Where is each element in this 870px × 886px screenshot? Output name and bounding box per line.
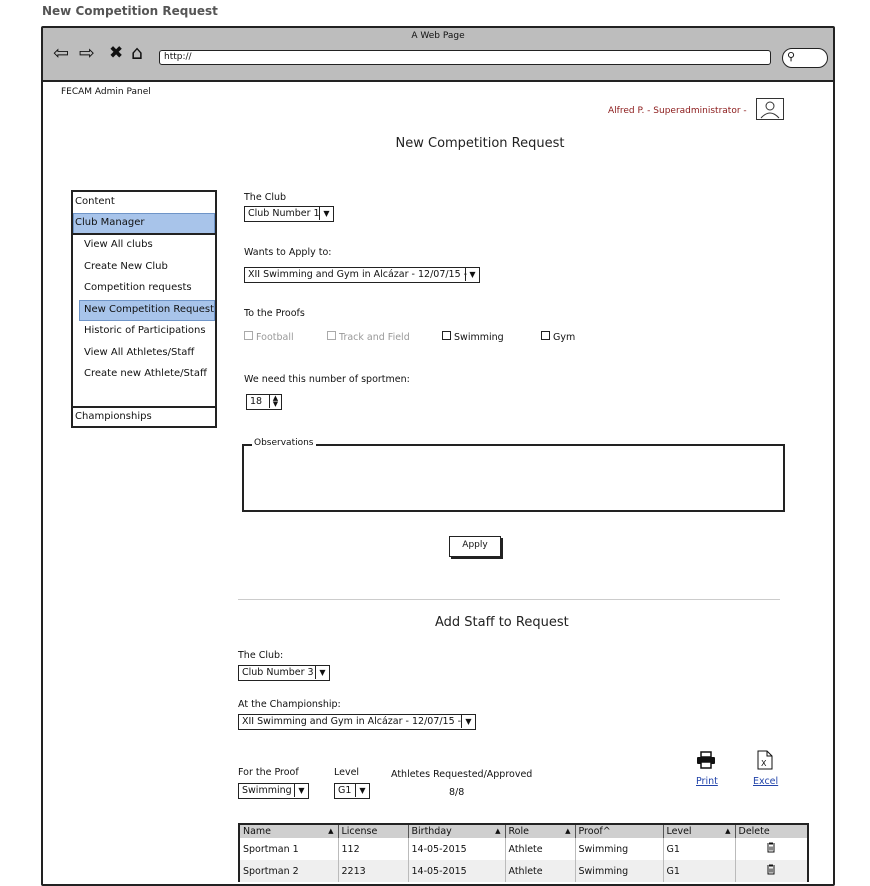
close-icon[interactable]: ✖ <box>109 43 124 63</box>
sportmen-stepper[interactable] <box>246 394 282 410</box>
browser-chrome <box>43 28 833 82</box>
apply-to-label: Wants to Apply to: <box>244 247 332 258</box>
proof-track-and-field: Track and Field <box>327 331 410 343</box>
window-title: A Web Page <box>411 31 465 41</box>
chevron-down-icon: ▼ <box>461 715 475 728</box>
user-info[interactable]: Alfred P. - Superadministrator - <box>608 106 747 116</box>
app-name: FECAM Admin Panel <box>61 87 151 97</box>
cell-birthday: 14-05-2015 <box>408 838 505 860</box>
proof-select[interactable] <box>238 783 309 799</box>
cell-license: 2213 <box>338 860 408 882</box>
staff-club-label: The Club: <box>238 650 284 661</box>
checkbox <box>244 331 253 340</box>
section-divider <box>238 599 780 600</box>
cell-name: Sportman 2 <box>240 860 338 882</box>
menu-divider <box>73 233 215 235</box>
sidebar-item-historic[interactable]: Historic of Participations <box>84 325 206 336</box>
checkbox[interactable] <box>442 331 451 340</box>
printer-icon <box>696 751 716 769</box>
cell-proof: Swimming <box>575 860 663 882</box>
observations-textarea[interactable] <box>242 444 785 512</box>
proof-select-value: Swimming <box>242 785 292 796</box>
apply-to-value: XII Swimming and Gym in Alcázar - 12/07/15 - <box>248 269 468 280</box>
col-level[interactable]: Level ▲ <box>663 825 735 838</box>
table-header <box>240 825 807 838</box>
browser-window <box>41 26 835 886</box>
sportmen-label: We need this number of sportmen: <box>244 374 410 385</box>
apply-button[interactable]: Apply <box>449 536 501 557</box>
request-title: New Competition Request <box>395 136 565 151</box>
url-bar[interactable]: http:// <box>159 50 771 65</box>
checkbox[interactable] <box>541 331 550 340</box>
excel-action[interactable] <box>757 750 773 774</box>
cell-proof: Swimming <box>575 838 663 860</box>
apply-to-select[interactable] <box>244 267 480 283</box>
sidebar-item-championships[interactable]: Championships <box>75 411 152 422</box>
sidebar-item-content[interactable]: Content <box>75 196 115 207</box>
club-select[interactable] <box>244 206 334 222</box>
sort-arrow-icon: ▲ <box>495 827 501 835</box>
chevron-down-icon: ▼ <box>319 207 333 220</box>
sidebar-item-club-manager[interactable]: Club Manager <box>75 217 145 228</box>
cell-role: Athlete <box>505 838 575 860</box>
checkbox <box>327 331 336 340</box>
avatar[interactable] <box>756 98 784 120</box>
cell-name: Sportman 1 <box>240 838 338 860</box>
table-row[interactable] <box>240 838 807 860</box>
col-birthday[interactable]: Birthday ▲ <box>408 825 505 838</box>
user-avatar-icon <box>757 99 783 119</box>
sidebar-item-view-athletes[interactable]: View All Athletes/Staff <box>84 347 195 358</box>
requested-label: Athletes Requested/Approved <box>391 769 533 780</box>
trash-icon[interactable] <box>766 864 776 875</box>
chevron-down-icon: ▼ <box>315 666 329 679</box>
cell-role: Athlete <box>505 860 575 882</box>
menu-divider <box>73 406 215 408</box>
level-select-value: G1 <box>338 785 352 796</box>
sort-arrow-icon: ▲ <box>565 827 571 835</box>
sidebar-item-create-club[interactable]: Create New Club <box>84 261 168 272</box>
championship-value: XII Swimming and Gym in Alcázar - 12/07/15 - <box>242 716 462 727</box>
excel-file-icon <box>757 750 773 770</box>
table-row[interactable] <box>240 860 807 882</box>
excel-link[interactable]: Excel <box>753 776 779 787</box>
sidebar-menu <box>71 190 217 428</box>
staff-title: Add Staff to Request <box>435 615 569 630</box>
proof-label: For the Proof <box>238 767 299 778</box>
club-select-value: Club Number 1 <box>248 208 320 219</box>
sort-arrow-icon: ▲ <box>725 827 731 835</box>
requested-value: 8/8 <box>449 787 465 798</box>
level-label: Level <box>334 767 360 778</box>
col-license[interactable]: License <box>338 825 408 838</box>
club-label: The Club <box>244 192 287 203</box>
sidebar-item-view-all-clubs[interactable]: View All clubs <box>84 239 153 250</box>
trash-icon[interactable] <box>766 842 776 853</box>
print-link[interactable]: Print <box>696 776 718 787</box>
staff-club-value: Club Number 3 <box>242 667 314 678</box>
staff-club-select[interactable] <box>238 665 330 681</box>
cell-delete <box>735 860 807 882</box>
cell-level: G1 <box>663 838 735 860</box>
championship-select[interactable] <box>238 714 476 730</box>
sportmen-value: 18 <box>250 396 263 407</box>
svg-text:X: X <box>761 759 767 768</box>
cell-level: G1 <box>663 860 735 882</box>
forward-arrow-icon[interactable]: ⇨ <box>79 42 95 64</box>
proof-gym[interactable]: Gym <box>541 331 575 343</box>
search-icon: ⚲ <box>787 50 796 63</box>
print-action[interactable] <box>696 751 716 773</box>
col-name[interactable]: Name ▲ <box>240 825 338 838</box>
level-select[interactable] <box>334 783 370 799</box>
proof-football: Football <box>244 331 294 343</box>
cell-license: 112 <box>338 838 408 860</box>
chevron-down-icon: ▼ <box>465 268 479 281</box>
chevron-down-icon: ▼ <box>355 784 369 797</box>
cell-birthday: 14-05-2015 <box>408 860 505 882</box>
document-title: New Competition Request <box>42 4 218 18</box>
browser-search-field[interactable] <box>782 48 828 68</box>
home-icon[interactable]: ⌂ <box>131 42 144 64</box>
proof-swimming[interactable]: Swimming <box>442 331 504 343</box>
sidebar-item-create-athlete[interactable]: Create new Athlete/Staff <box>84 368 207 379</box>
col-delete: Delete <box>735 825 807 838</box>
cell-delete <box>735 838 807 860</box>
stepper-arrows-icon[interactable]: ▲ ▼ <box>269 395 281 408</box>
sort-arrow-icon: ▲ <box>328 827 334 835</box>
championship-label: At the Championship: <box>238 699 341 710</box>
back-arrow-icon[interactable]: ⇦ <box>53 42 69 64</box>
staff-table <box>238 823 809 882</box>
col-role[interactable]: Role ▲ <box>505 825 575 838</box>
col-proof[interactable]: Proof^ <box>575 825 663 838</box>
sidebar-item-new-competition-request[interactable]: New Competition Request <box>84 304 214 315</box>
sidebar-item-competition-requests[interactable]: Competition requests <box>84 282 192 293</box>
proofs-label: To the Proofs <box>244 308 305 319</box>
observations-label: Observations <box>254 438 314 448</box>
chevron-down-icon: ▼ <box>294 784 308 797</box>
